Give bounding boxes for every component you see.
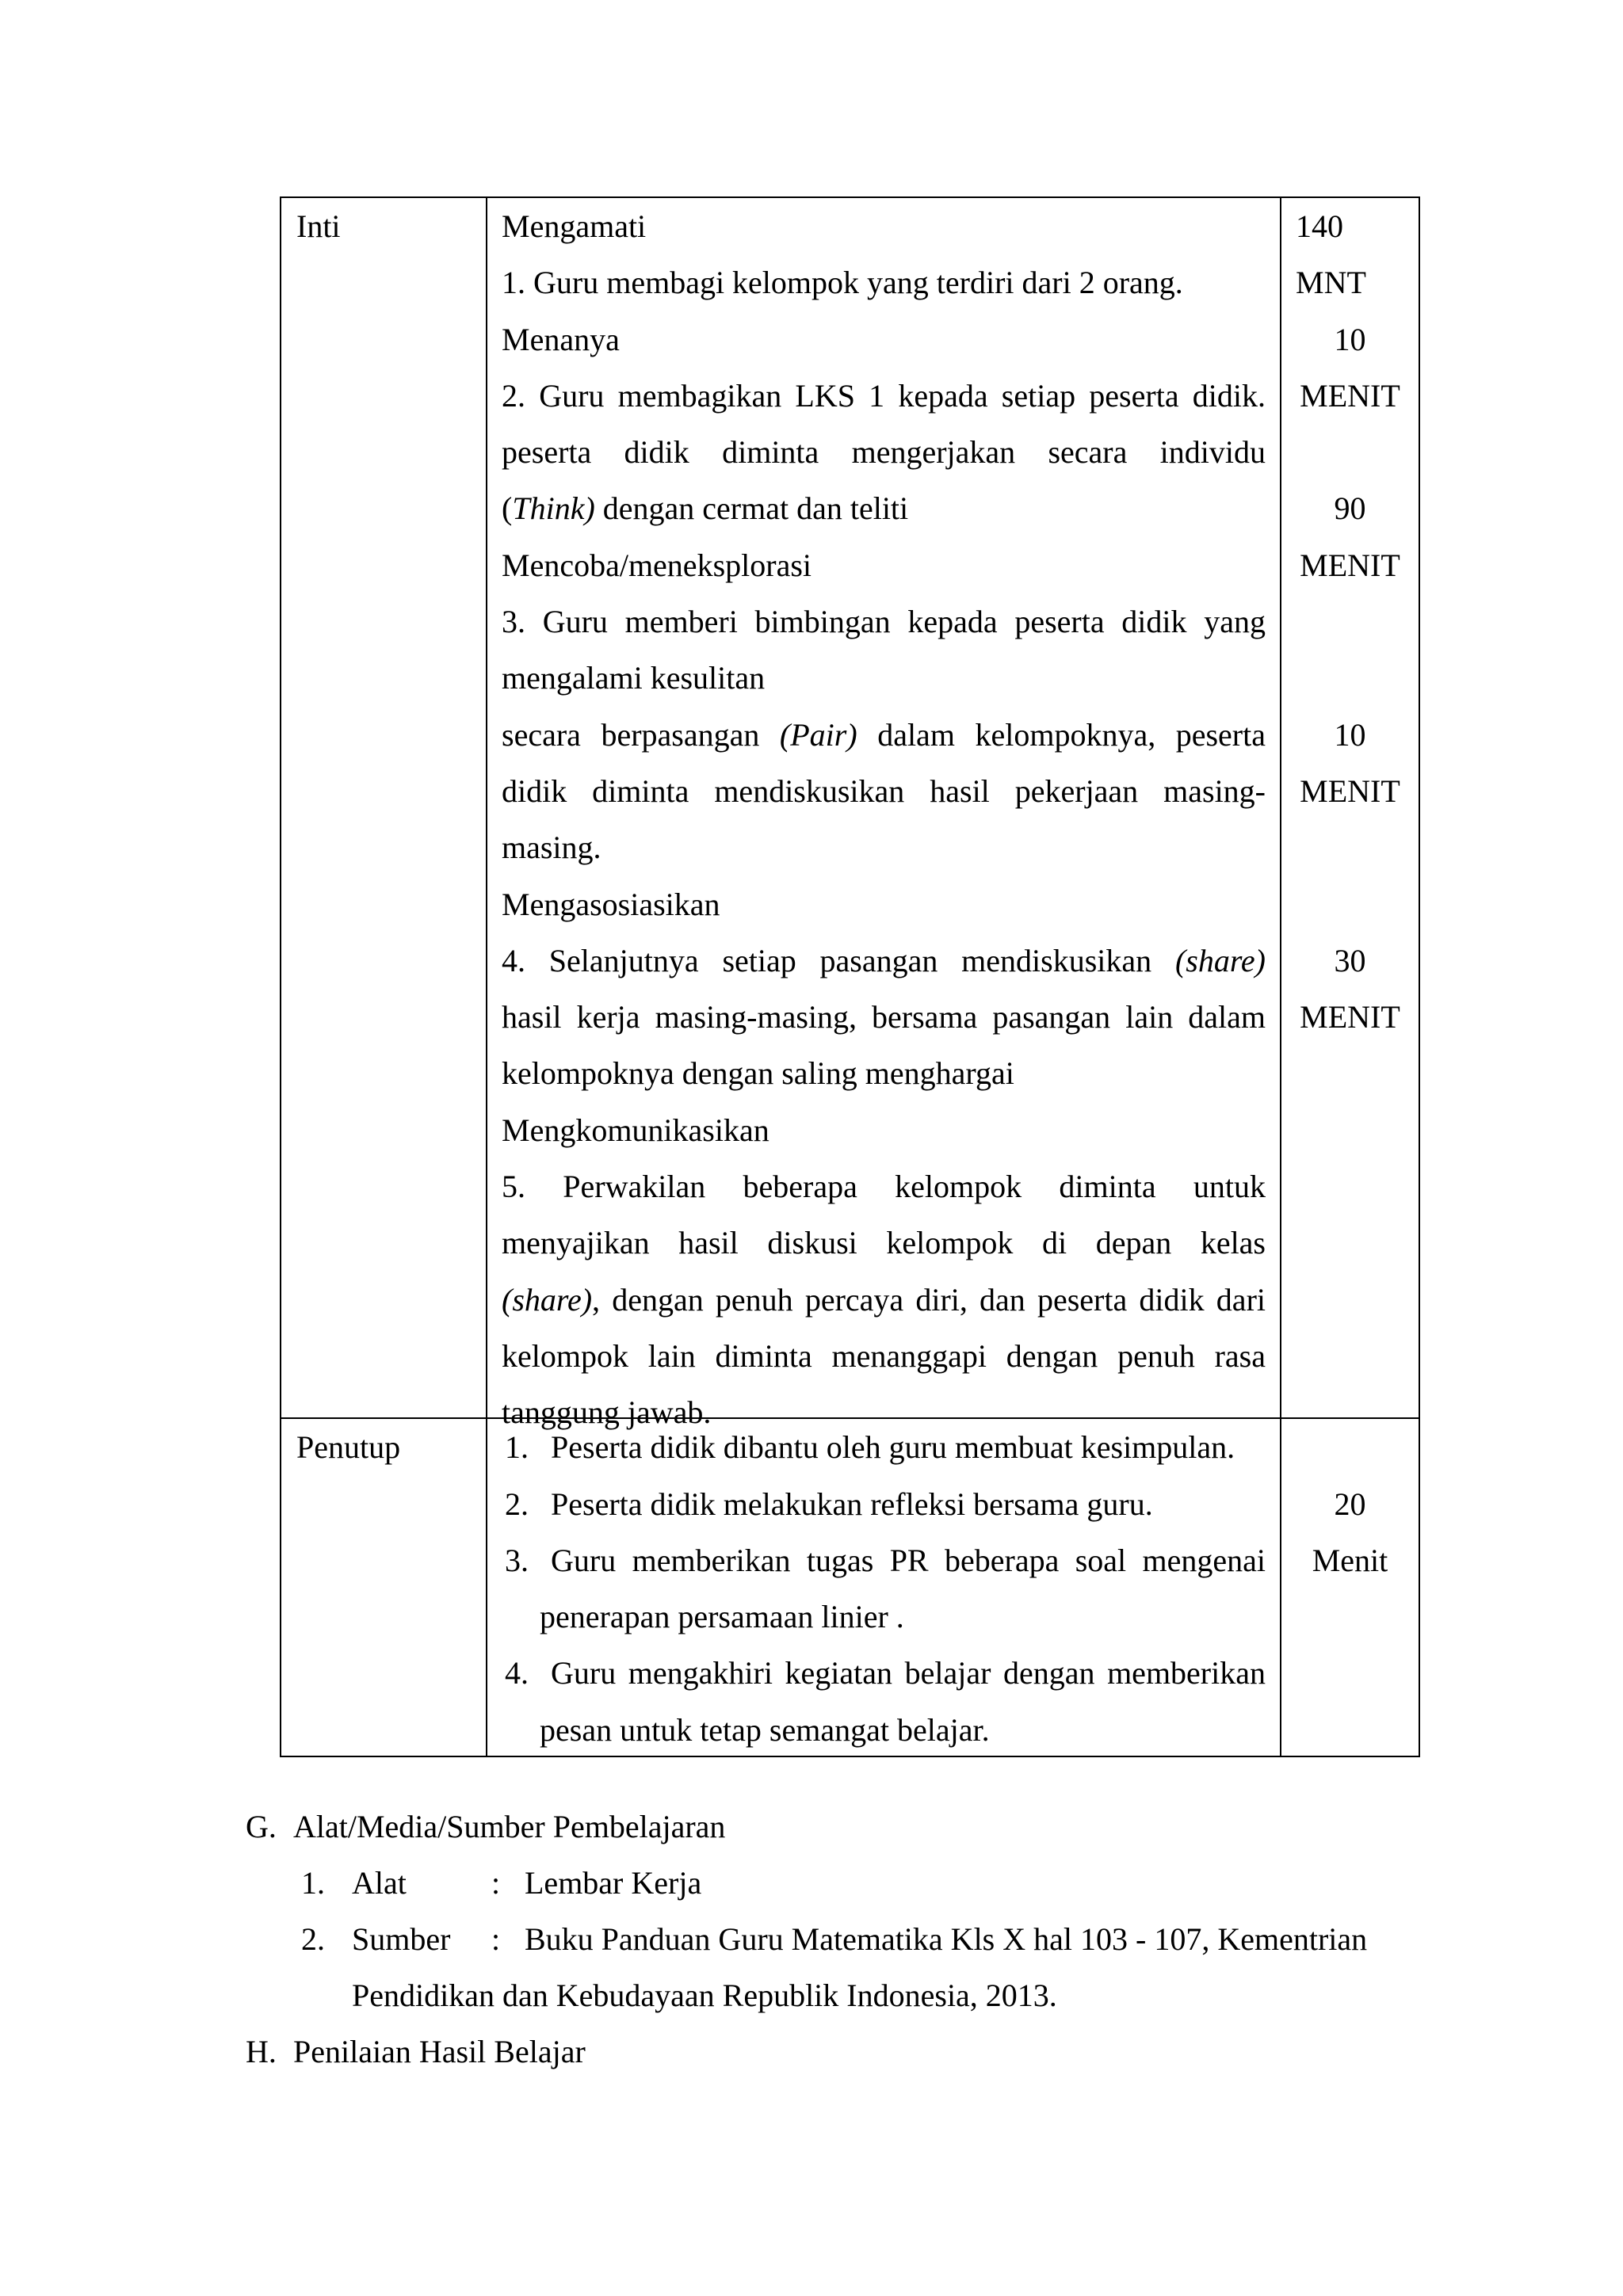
time-value: 30 (1334, 942, 1366, 978)
item-value: Buku Panduan Guru Matematika Kls X hal 103 - 107, Kementrian (525, 1921, 1368, 1957)
step-line: didik diminta mendiskusikan hasil pekerjaan masing- (502, 772, 1266, 809)
item-label: Sumber (352, 1921, 451, 1957)
activity-cell-penutup (487, 1418, 1281, 1756)
spacer (1281, 1419, 1419, 1475)
step-line: 2. Guru membagikan LKS 1 kepada setiap peserta didik. (502, 377, 1266, 414)
step-line: menyajikan hasil diskusi kelompok di depan kelas (502, 1225, 1266, 1261)
item-label: Alat (352, 1865, 407, 1901)
time-total-unit: MNT (1296, 265, 1366, 301)
closing-item: 2. Peserta didik melakukan refleksi bersama guru. (505, 1486, 1153, 1522)
section-title: Alat/Media/Sumber Pembelajaran (293, 1809, 726, 1844)
item-separator: : (491, 1865, 501, 1901)
step-line: mengalami kesulitan (502, 660, 766, 696)
time-value: 20 (1334, 1486, 1366, 1522)
step-heading: Mengkomunikasikan (502, 1112, 769, 1148)
section-letter: H. (246, 2034, 277, 2069)
spacer (1281, 876, 1419, 933)
section-letter: G. (246, 1809, 277, 1844)
item-separator: : (491, 1921, 501, 1957)
emphasis-pair: (Pair) (779, 716, 857, 753)
emphasis-share: (share) (502, 1281, 593, 1318)
step-line: (share), dengan penuh percaya diri, dan peserta didik dari (502, 1281, 1266, 1318)
step-line: tanggung jawab. (502, 1394, 712, 1431)
activity-table (280, 196, 1420, 1757)
step-heading: Mencoba/meneksplorasi (502, 547, 812, 583)
step-line: peserta didik diminta mengerjakan secara individu (502, 434, 1266, 471)
closing-item: 3. Guru memberikan tugas PR beberapa soal mengenai (505, 1542, 1266, 1578)
item-number: 1. (301, 1865, 325, 1901)
item-number: 2. (301, 1921, 325, 1957)
time-value: 90 (1334, 490, 1366, 527)
step-line: kelompok lain diminta menanggapi dengan penuh rasa (502, 1337, 1266, 1374)
section-title: Penilaian Hasil Belajar (293, 2034, 586, 2069)
phase-cell-inti (281, 197, 487, 1418)
closing-item-cont: penerapan persamaan linier . (540, 1599, 904, 1635)
closing-item: 4. Guru mengakhiri kegiatan belajar dengan memberikan (505, 1655, 1266, 1691)
phase-label-inti: Inti (296, 208, 341, 244)
step-line: masing. (502, 830, 601, 866)
resource-item-sumber-cont: Pendidikan dan Kebudayaan Republik Indonesia, 2013. (352, 1978, 1057, 2013)
step-heading: Menanya (502, 321, 620, 357)
time-value: 10 (1334, 321, 1366, 357)
emphasis-think: Think) (512, 490, 595, 527)
table-row-penutup (281, 1418, 1419, 1756)
section-h-heading (246, 2023, 586, 2080)
step-line: (Think) dengan cermat dan teliti (502, 490, 909, 527)
step-heading: Mengasosiasikan (502, 886, 720, 922)
closing-item: 1. Peserta didik dibantu oleh guru membuat kesimpulan. (505, 1429, 1235, 1466)
step-line: 4. Selanjutnya setiap pasangan mendiskusikan (share) (502, 942, 1266, 978)
spacer (1281, 650, 1419, 706)
step-line: 3. Guru memberi bimbingan kepada peserta didik yang (502, 604, 1266, 640)
spacer (1281, 819, 1419, 875)
time-total-num: 140 (1296, 208, 1343, 244)
spacer (1281, 424, 1419, 480)
emphasis-share: (share) (1174, 942, 1266, 978)
time-unit: Menit (1312, 1542, 1388, 1578)
phase-cell-penutup (281, 1418, 487, 1756)
step-heading: Mengamati (502, 208, 647, 244)
time-unit: MENIT (1300, 547, 1400, 583)
resource-item-alat (301, 1855, 702, 1911)
closing-item-cont: pesan untuk tetap semangat belajar. (540, 1711, 990, 1748)
spacer (1281, 593, 1419, 650)
time-cell-penutup (1281, 1418, 1419, 1756)
activity-cell-inti (487, 197, 1281, 1431)
time-unit: MENIT (1300, 377, 1400, 414)
time-value: 10 (1334, 716, 1366, 753)
phase-label-penutup: Penutup (296, 1429, 401, 1466)
item-value: Lembar Kerja (525, 1865, 702, 1901)
step-line: hasil kerja masing-masing, bersama pasangan lain dalam (502, 999, 1266, 1035)
time-unit: MENIT (1300, 999, 1400, 1035)
time-cell-inti (1281, 197, 1419, 1418)
step-line: 1. Guru membagi kelompok yang terdiri dari 2 orang. (502, 265, 1183, 301)
step-line: 5. Perwakilan beberapa kelompok diminta untuk (502, 1169, 1266, 1205)
section-g-heading (246, 1798, 726, 1855)
time-unit: MENIT (1300, 772, 1400, 809)
table-row-inti (281, 197, 1419, 1418)
step-line: secara berpasangan (Pair) dalam kelompoknya, peserta (502, 716, 1266, 753)
resource-item-sumber (301, 1911, 1368, 1967)
step-line: kelompoknya dengan saling menghargai (502, 1055, 1014, 1092)
